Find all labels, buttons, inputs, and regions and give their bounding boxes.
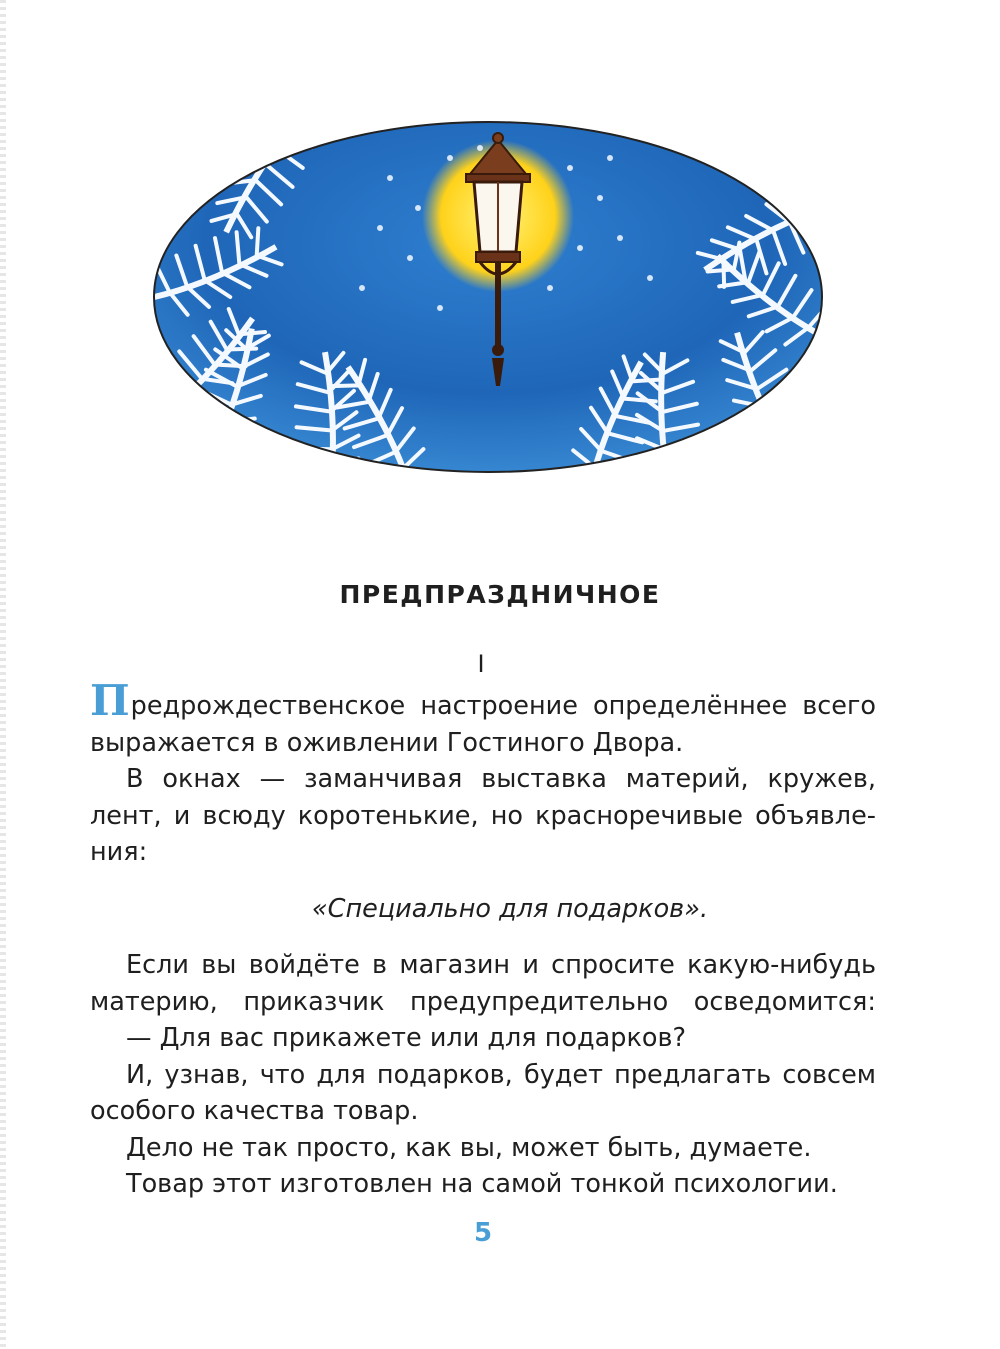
paragraph-line: особого качества товар. bbox=[90, 1096, 419, 1126]
paragraph-line: выражается в оживлении Гостиного Двора. bbox=[90, 727, 684, 758]
drop-cap: П bbox=[90, 676, 130, 725]
page-title: ПРЕДПРАЗДНИЧНОЕ bbox=[339, 580, 661, 609]
paragraph-line: Товар этот изготовлен на самой тонкой психологии. bbox=[126, 1169, 838, 1199]
paragraph-line: И, узнав, что для подарков, будет предлагать совсем bbox=[126, 1059, 876, 1090]
paragraph-line: Дело не так просто, как вы, может быть, думаете. bbox=[126, 1132, 812, 1163]
quote: «Специально для подарков». bbox=[311, 893, 709, 924]
lantern-illustration bbox=[150, 118, 826, 476]
chapter-number: I bbox=[477, 650, 485, 678]
paragraph-line: лент, и всюду коротенькие, но красноречивые объявле- bbox=[90, 800, 876, 831]
paragraph-line bbox=[90, 676, 876, 725]
paragraph-line: ния: bbox=[90, 837, 148, 867]
paragraph-line: В окнах — заманчивая выставка материй, кружев, bbox=[126, 764, 876, 794]
text-line: редрождественское настроение определённее всего bbox=[130, 691, 876, 721]
body-text bbox=[90, 676, 876, 1203]
paragraph-line: материю, приказчик предупредительно осведомится: bbox=[90, 986, 876, 1017]
paragraph-line: Если вы войдёте в магазин и спросите какую-нибудь bbox=[126, 950, 876, 980]
page-number: 5 bbox=[473, 1218, 493, 1248]
paragraph-line: — Для вас прикажете или для подарков? bbox=[126, 1023, 687, 1053]
